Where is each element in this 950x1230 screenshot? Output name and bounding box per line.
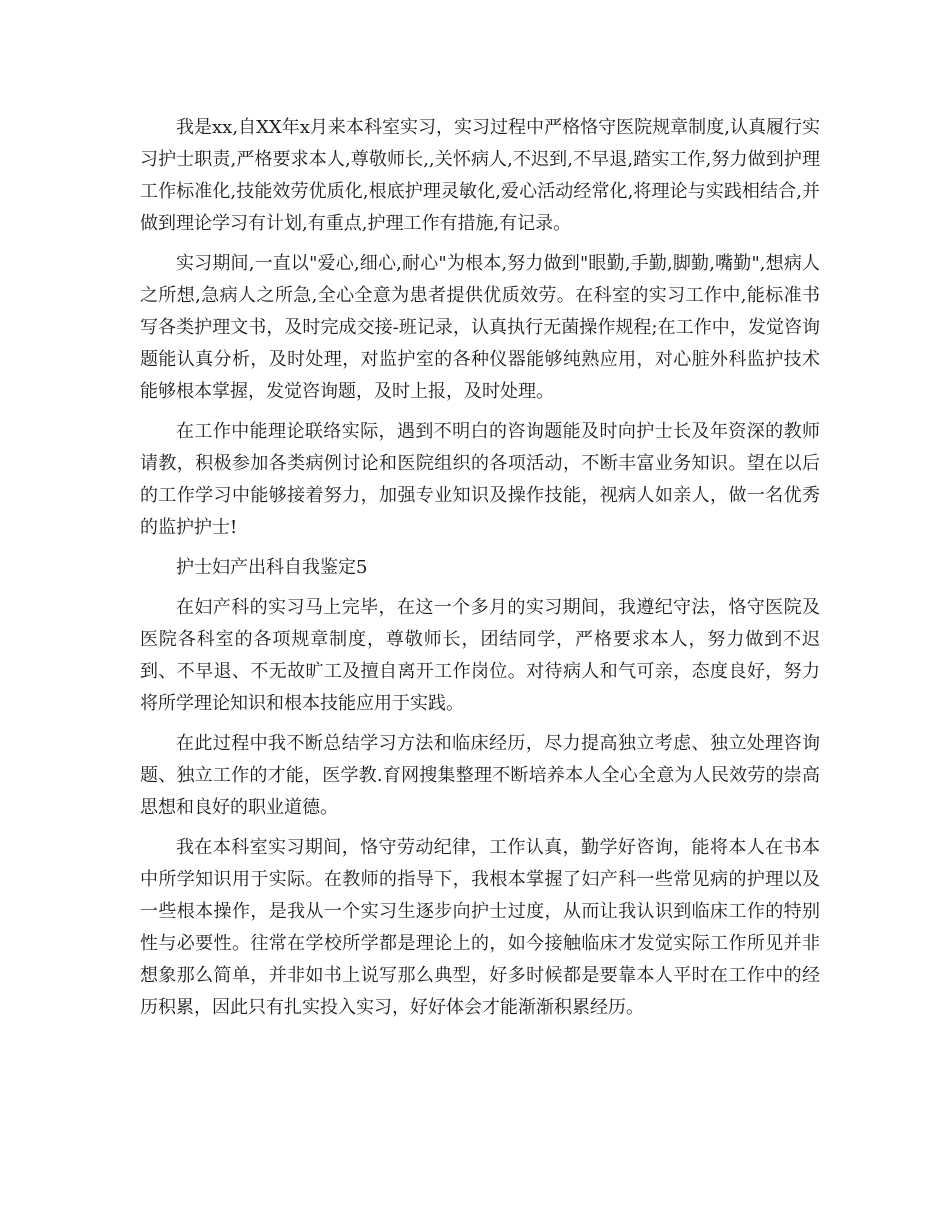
paragraph-2: 实习期间,一直以"爱心,细心,耐心"为根本,努力做到"眼勤,手勤,脚勤,嘴勤",想病人之所想,急病人之所急,全心全意为患者提供优质效劳。在科室的实习工作中,能标准书写各类护理文书，及时完成交接-班记录，认真执行无菌操作规程;在工作中，发觉咨询题能认真分析，及时处理，对监护室的各种仪器能够纯熟应用，对心脏外科监护技术能够根本掌握，发觉咨询题，及时上报，及时处理。 bbox=[140, 253, 820, 402]
paragraph-6: 我在本科室实习期间，恪守劳动纪律，工作认真，勤学好咨询，能将本人在书本中所学知识用于实际。在教师的指导下，我根本掌握了妇产科一些常见病的护理以及一些根本操作，是我从一个实习生逐步向护士过度，从而让我认识到临床工作的特别性与必要性。往常在学校所学都是理论上的，如今接触临床才发觉实际工作所见并非想象那么简单，并非如书上说写那么典型，好多时候都是要靠本人平时在工作中的经历积累，因此只有扎实投入实习，好好体会才能渐渐积累经历。 bbox=[140, 837, 820, 1018]
paragraph-3: 在工作中能理论联络实际，遇到不明白的咨询题能及时向护士长及年资深的教师请教，积极参加各类病例讨论和医院组织的各项活动，不断丰富业务知识。望在以后的工作学习中能够接着努力，加强专业知识及操作技能，视病人如亲人，做一名优秀的监护护士! bbox=[140, 421, 820, 538]
paragraph-1: 我是xx,自XX年x月来本科室实习，实习过程中严格恪守医院规章制度,认真履行实习护士职责,严格要求本人,尊敬师长,,关怀病人,不迟到,不早退,踏实工作,努力做到护理工作标准化,技能效劳优质化,根底护理灵敏化,爱心活动经常化,将理论与实践相结合,并做到理论学习有计划,有重点,护理工作有措施,有记录。 bbox=[140, 117, 820, 234]
document-body bbox=[140, 112, 820, 1032]
paragraph-4: 在妇产科的实习马上完毕，在这一个多月的实习期间，我遵纪守法，恪守医院及医院各科室的各项规章制度，尊敬师长，团结同学，严格要求本人，努力做到不迟到、不早退、不无故旷工及擅自离开工作岗位。对待病人和气可亲，态度良好，努力将所学理论知识和根本技能应用于实践。 bbox=[140, 597, 820, 714]
section-heading: 护士妇产出科自我鉴定5 bbox=[176, 557, 368, 578]
paragraph-5: 在此过程中我不断总结学习方法和临床经历，尽力提高独立考虑、独立处理咨询题、独立工作的才能，医学教.育网搜集整理不断培养本人全心全意为人民效劳的崇高思想和良好的职业道德。 bbox=[140, 733, 820, 818]
